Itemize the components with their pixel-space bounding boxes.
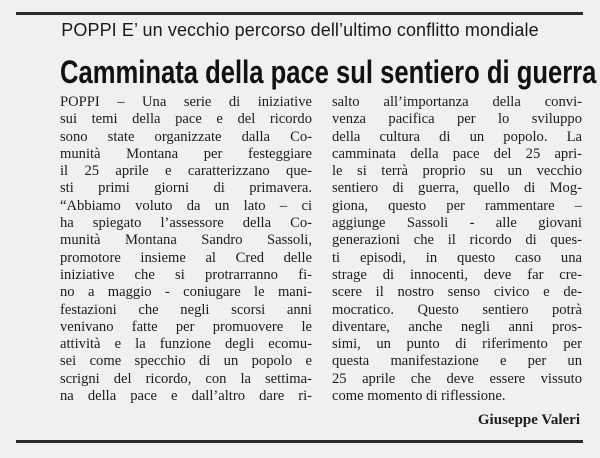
article-line: POPPI – Una serie di iniziative xyxy=(60,94,312,110)
article-line: mocratico. Questo sentiero potrà xyxy=(332,301,582,318)
article-line: simi, un punto di riferimento per xyxy=(332,336,582,353)
article-line: aggiunge Sassoli - alle giovani xyxy=(332,215,582,232)
article-line: promotore insieme al Cred delle xyxy=(60,249,312,266)
article-line: sono state organizzate dalla Co- xyxy=(60,128,312,145)
article-line: na della pace e dall’altro dare ri- xyxy=(60,388,312,405)
article-line: attività e la funzione degli ecomu- xyxy=(60,336,312,353)
article-line: “Abbiamo voluto da un lato – ci xyxy=(60,197,312,214)
article-line: scere il nostro senso civico e de- xyxy=(332,284,582,301)
article-line: le si terrà proprio su un vecchio xyxy=(332,163,582,180)
article-line: il 25 aprile e caratterizzano que- xyxy=(60,163,312,180)
article-line: sei come specchio di un popolo e xyxy=(60,353,312,370)
article-line: camminata della pace del 25 apri- xyxy=(332,145,582,162)
article-line: strage di innocenti, deve far cre- xyxy=(332,266,582,283)
article-line: questa manifestazione e per un xyxy=(332,353,582,370)
article-line: ti episodi, in questo caso una xyxy=(332,249,582,266)
kicker: POPPI E’ un vecchio percorso dell’ultimo conflitto mondiale xyxy=(61,20,539,40)
right-column xyxy=(332,94,582,405)
article-line: munità Montana Sandro Sassoli, xyxy=(60,232,312,249)
article-line: salto all’importanza della convi- xyxy=(332,94,582,110)
article-line: 25 aprile che deve essere vissuto xyxy=(332,370,582,387)
article-line: giona, questo per rammentare – xyxy=(332,197,582,214)
article-line: munità Montana per festeggiare xyxy=(60,145,312,162)
article-line: scrigni del ricordo, con la settima- xyxy=(60,370,312,387)
article-line: venivano fatte per promuovere le xyxy=(60,318,312,335)
bottom-rule xyxy=(16,440,583,443)
article-line: festazioni che negli scorsi anni xyxy=(60,301,312,318)
article-line: sti primi giorni di primavera. xyxy=(60,180,312,197)
article-line: della cultura di un popolo. La xyxy=(332,128,582,145)
article-line: venza pacifica per lo sviluppo xyxy=(332,111,582,128)
article-line: iniziative che si protrarranno fi- xyxy=(60,266,312,283)
left-column xyxy=(60,94,312,405)
top-rule xyxy=(16,12,583,15)
headline: Camminata della pace sul sentiero di guerra xyxy=(60,54,597,90)
article-line: sentiero di guerra, quello di Mog- xyxy=(332,180,582,197)
article-line: generazioni che il ricordo di ques- xyxy=(332,232,582,249)
article-line: come momento di riflessione. xyxy=(332,388,506,405)
article-line: ha spiegato l’assessore della Co- xyxy=(60,215,312,232)
article-line: diventare, anche negli anni pros- xyxy=(332,318,582,335)
byline: Giuseppe Valeri xyxy=(477,412,580,428)
article-line: no a maggio - coniugare le mani- xyxy=(60,284,312,301)
article-line: sui temi della pace e del ricordo xyxy=(60,111,312,128)
